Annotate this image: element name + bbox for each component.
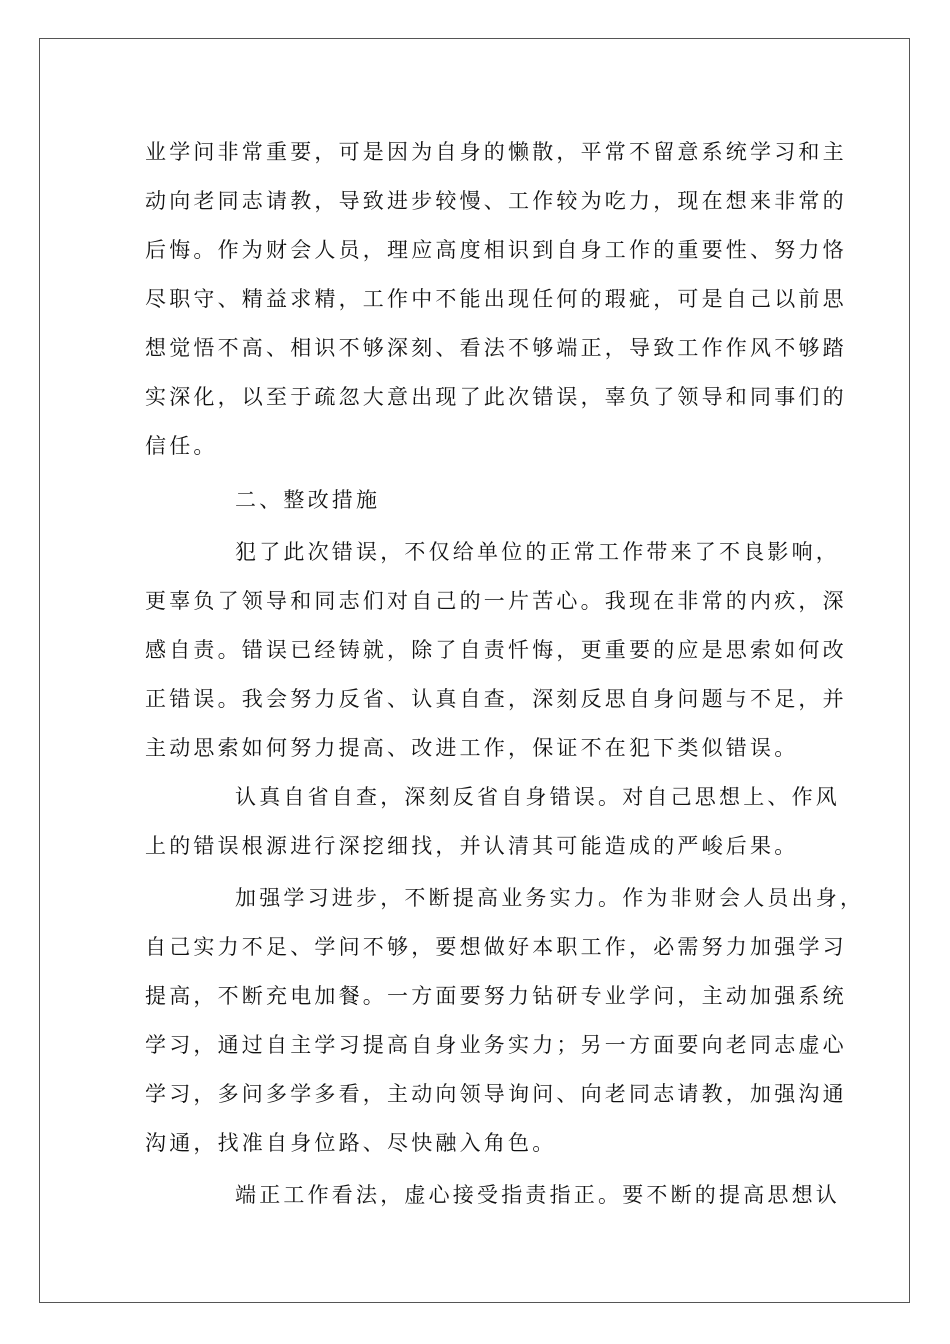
- paragraph-1-line-4: 尽职守、精益求精，工作中不能出现任何的瑕疵，可是自己以前思: [145, 287, 847, 311]
- paragraph-1-line-3: 后悔。作为财会人员，理应高度相识到自身工作的重要性、努力恪: [145, 238, 847, 262]
- paragraph-4-line-6: 沟通，找准自身位路、尽快融入角色。: [145, 1131, 557, 1155]
- paragraph-4-line-2: 自己实力不足、学问不够，要想做好本职工作，必需努力加强学习: [145, 935, 847, 959]
- paragraph-2-line-4: 正错误。我会努力反省、认真自查，深刻反思自身问题与不足，并: [145, 687, 847, 711]
- paragraph-2-line-2: 更辜负了领导和同志们对自己的一片苦心。我现在非常的内疚，深: [145, 589, 847, 613]
- paragraph-3-line-2: 上的错误根源进行深挖细找，并认清其可能造成的严峻后果。: [145, 834, 799, 858]
- paragraph-2-line-3: 感自责。错误已经铸就，除了自责忏悔，更重要的应是思索如何改: [145, 638, 847, 662]
- paragraph-1-line-2: 动向老同志请教，导致进步较慢、工作较为吃力，现在想来非常的: [145, 189, 847, 213]
- paragraph-4-line-4: 学习，通过自主学习提高自身业务实力；另一方面要向老同志虚心: [145, 1033, 847, 1057]
- paragraph-5-line-1: 端正工作看法，虚心接受指责指正。要不断的提高思想认: [235, 1183, 840, 1207]
- paragraph-1-line-7: 信任。: [145, 434, 218, 458]
- paragraph-1-line-1: 业学问非常重要，可是因为自身的懒散，平常不留意系统学习和主: [145, 140, 847, 164]
- paragraph-4-line-3: 提高，不断充电加餐。一方面要努力钻研专业学问，主动加强系统: [145, 984, 847, 1008]
- paragraph-4-line-5: 学习，多问多学多看，主动向领导询问、向老同志请教，加强沟通: [145, 1082, 847, 1106]
- paragraph-4-line-1: 加强学习进步，不断提高业务实力。作为非财会人员出身，: [235, 886, 865, 910]
- paragraph-2-line-5: 主动思索如何努力提高、改进工作，保证不在犯下类似错误。: [145, 736, 799, 760]
- paragraph-3-line-1: 认真自省自查，深刻反省自身错误。对自己思想上、作风: [235, 785, 840, 809]
- paragraph-1-line-5: 想觉悟不高、相识不够深刻、看法不够端正，导致工作作风不够踏: [145, 336, 847, 360]
- paragraph-2-line-1: 犯了此次错误，不仅给单位的正常工作带来了不良影响，: [235, 540, 840, 564]
- paragraph-1-line-6: 实深化，以至于疏忽大意出现了此次错误，辜负了领导和同事们的: [145, 385, 847, 409]
- page-border: [39, 38, 910, 1303]
- section-heading: 二、整改措施: [235, 488, 381, 512]
